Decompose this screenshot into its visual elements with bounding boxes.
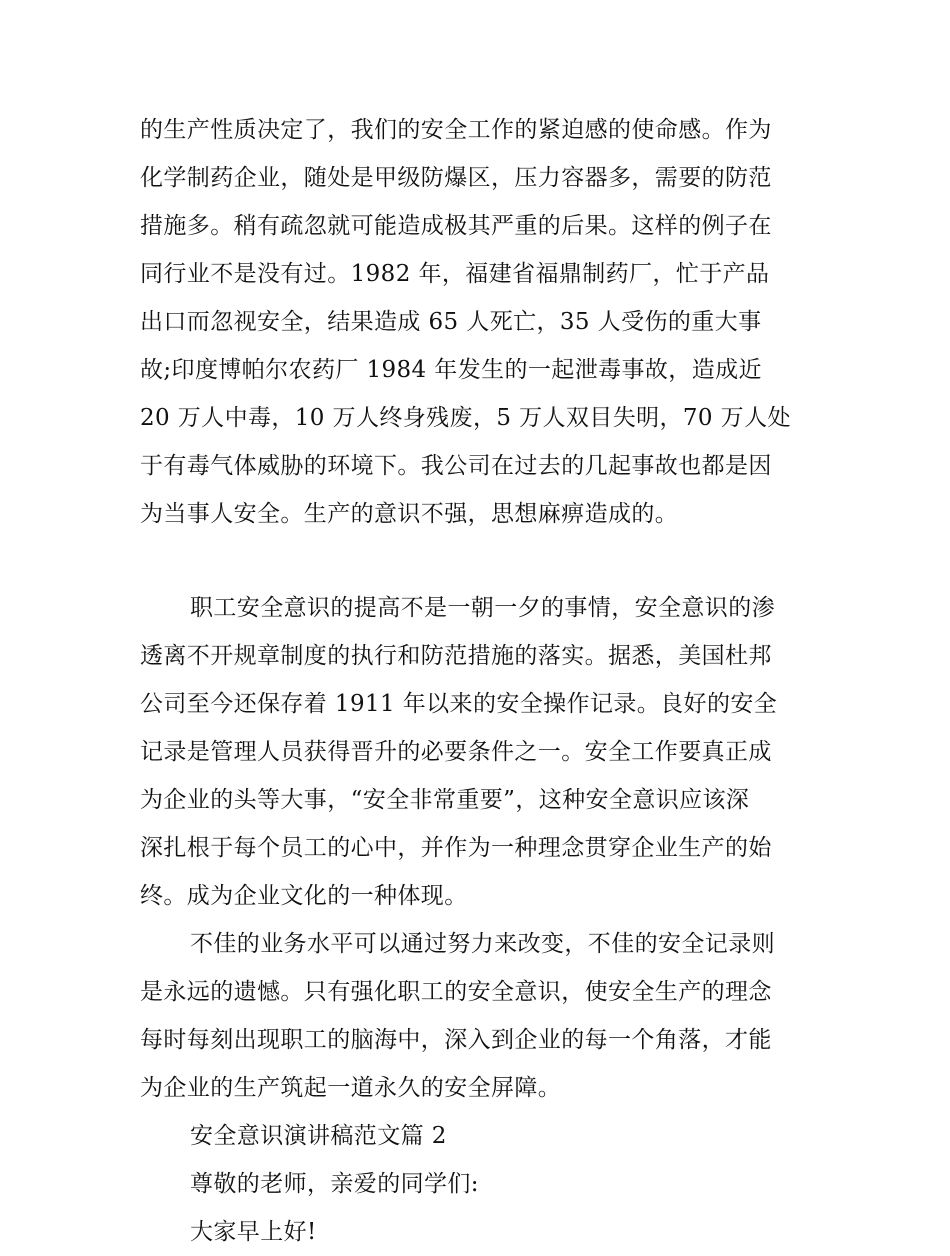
paragraph-1-line: 出口而忽视安全，结果造成 65 人死亡，35 人受伤的重大事 bbox=[140, 309, 762, 335]
document-body bbox=[140, 106, 820, 1256]
paragraph-1-line: 化学制药企业，随处是甲级防爆区，压力容器多，需要的防范 bbox=[140, 165, 772, 191]
section-heading: 安全意识演讲稿范文篇 2 bbox=[190, 1123, 447, 1149]
paragraph-2-line: 深扎根于每个员工的心中，并作为一种理念贯穿企业生产的始 bbox=[140, 835, 772, 861]
paragraph-1-line: 于有毒气体威胁的环境下。我公司在过去的几起事故也都是因 bbox=[140, 453, 772, 479]
paragraph-2-line: 透离不开规章制度的执行和防范措施的落实。据悉，美国杜邦 bbox=[140, 643, 772, 669]
paragraph-2-line: 记录是管理人员获得晋升的必要条件之一。安全工作要真正成 bbox=[140, 739, 772, 765]
paragraph-3-line: 不佳的业务水平可以通过努力来改变，不佳的安全记录则 bbox=[190, 931, 775, 957]
greeting: 大家早上好! bbox=[190, 1219, 317, 1245]
paragraph-2-line: 公司至今还保存着 1911 年以来的安全操作记录。良好的安全 bbox=[140, 691, 778, 717]
paragraph-1-line: 为当事人安全。生产的意识不强，思想麻痹造成的。 bbox=[140, 501, 679, 527]
paragraph-3-line: 每时每刻出现职工的脑海中，深入到企业的每一个角落，才能 bbox=[140, 1027, 772, 1053]
paragraph-1-line: 措施多。稍有疏忽就可能造成极其严重的后果。这样的例子在 bbox=[140, 213, 772, 239]
paragraph-3-line: 是永远的遗憾。只有强化职工的安全意识，使安全生产的理念 bbox=[140, 979, 772, 1005]
paragraph-2-line: 为企业的头等大事，“安全非常重要”，这种安全意识应该深 bbox=[140, 787, 750, 813]
salutation: 尊敬的老师，亲爱的同学们: bbox=[190, 1171, 479, 1197]
paragraph-gap bbox=[140, 538, 820, 584]
paragraph-1-line: 同行业不是没有过。1982 年，福建省福鼎制药厂，忙于产品 bbox=[140, 261, 770, 287]
paragraph-2-line: 职工安全意识的提高不是一朝一夕的事情，安全意识的渗 bbox=[190, 595, 775, 621]
paragraph-1-line: 故;印度博帕尔农药厂 1984 年发生的一起泄毒事故，造成近 bbox=[140, 357, 762, 383]
paragraph-2 bbox=[140, 584, 820, 920]
paragraph-1-line: 的生产性质决定了，我们的安全工作的紧迫感的使命感。作为 bbox=[140, 117, 772, 143]
paragraph-2-line: 终。成为企业文化的一种体现。 bbox=[140, 883, 468, 909]
paragraph-3 bbox=[140, 920, 820, 1112]
paragraph-3-line: 为企业的生产筑起一道永久的安全屏障。 bbox=[140, 1075, 562, 1101]
paragraph-1-line: 20 万人中毒，10 万人终身残废，5 万人双目失明，70 万人处 bbox=[140, 405, 791, 431]
paragraph-1 bbox=[140, 106, 820, 538]
